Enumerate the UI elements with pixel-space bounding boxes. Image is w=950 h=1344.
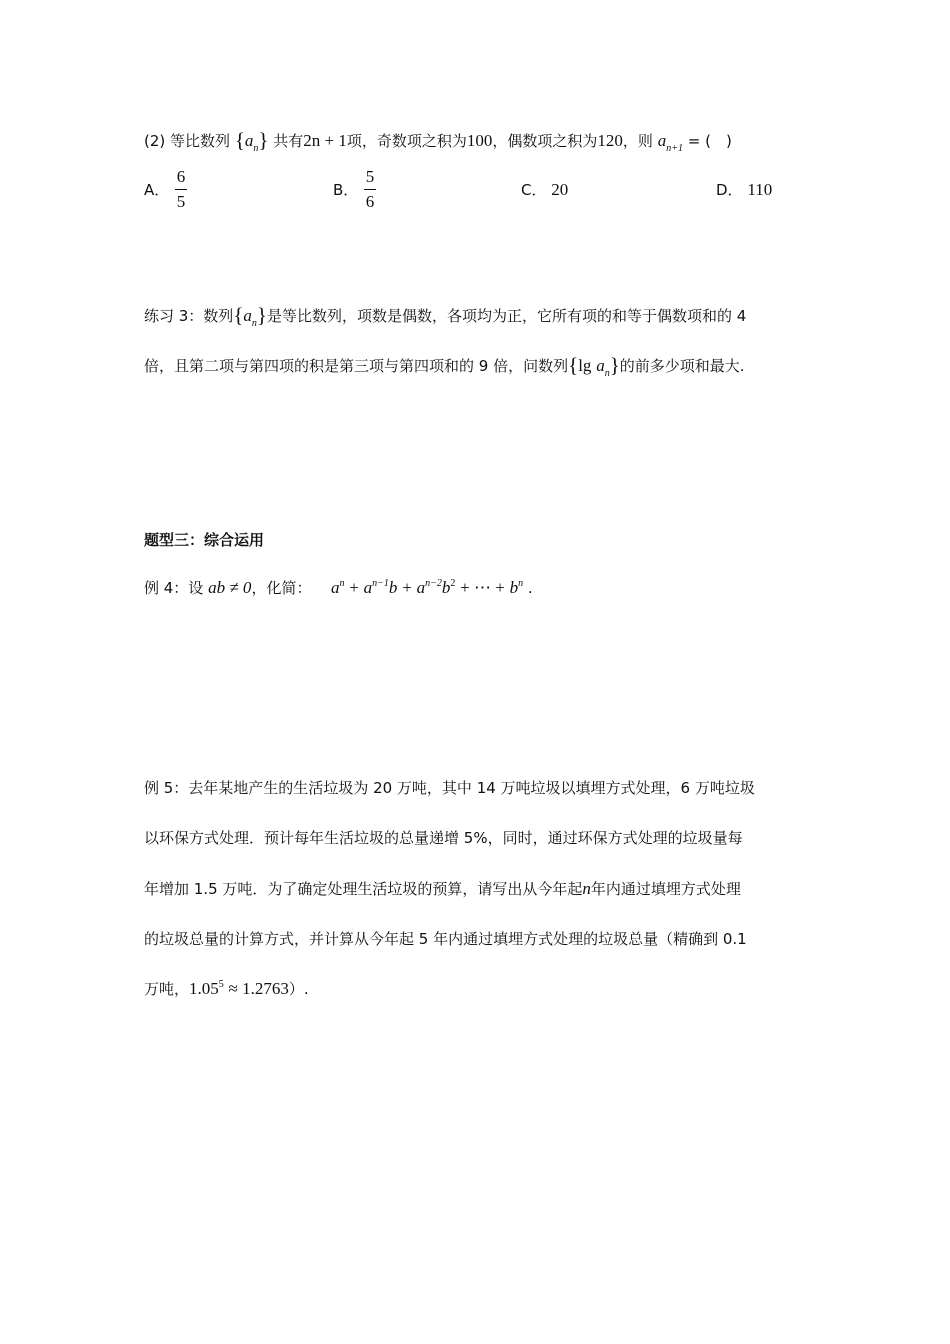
question-2-line: (2) 等比数列 $\{a_n\}$ 共有2n + 1项，奇数项之积为100，偶数项之积为120，则 $a_{n+1}$ = ( ) (144, 128, 732, 154)
option-b-fraction: 5 6 (365, 167, 375, 211)
option-b-label: B． (333, 181, 359, 199)
target-sub: n+1 (666, 143, 683, 154)
target-a: a (657, 131, 667, 150)
example-5-line-4: 的垃圾总量的计算方式，并计算从今年起 5 年内通过填埋方式处理的垃圾总量（精确到 0.1 (144, 930, 747, 948)
answer-blank: ( ) (705, 132, 732, 150)
right-brace: } (258, 128, 269, 152)
log-lg: lg (578, 356, 592, 375)
exercise-3-line-1: 练习 3：数列$\{a_n\}$是等比数列，项数是偶数，各项均为正，它所有项的和等于偶数项和的 4 (144, 303, 747, 329)
example-5-line-2: 以环保方式处理．预计每年生活垃圾的总量递增 5%，同时，通过环保方式处理的垃圾量每 (144, 829, 743, 847)
option-a-fraction: 6 5 (176, 167, 186, 211)
condition-ab: ab ≠ 0 (208, 578, 252, 597)
sequence-sub-n: n (253, 143, 259, 154)
even-product: 120 (597, 131, 623, 150)
example-4-line: 例 4：设 ab ≠ 0，化简： $a^n + a^{n-1}b + a^{n-2}b^2$ + ⋯ + $b^n$ . (144, 578, 533, 597)
example-5-line-1: 例 5：去年某地产生的生活垃圾为 20 万吨，其中 14 万吨垃圾以填埋方式处理，6 万吨垃圾 (144, 779, 755, 797)
example-5-line-5: 万吨，1.05$^5$ ≈ 1.2763）. (144, 979, 309, 998)
option-c: C． 20 (521, 180, 569, 199)
sequence-a: a (244, 131, 254, 150)
example-5-line-3: 年增加 1.5 万吨．为了确定处理生活垃圾的预算，请写出从今年起n年内通过填埋方式处理 (144, 879, 741, 898)
section-heading: 题型三：综合运用 (144, 531, 265, 549)
odd-product: 100 (466, 131, 493, 150)
question-number: (2) 等比数列 (144, 132, 231, 150)
exercise-3-line-2: 倍，且第二项与第四项的积是第三项与第四项和的 9 倍，问数列{lg $a_n$}的前多少项和最大. (144, 353, 745, 379)
left-brace: { (234, 128, 245, 152)
option-a-label: A． (144, 181, 170, 199)
term-count: 2n + 1 (303, 131, 347, 150)
option-d: D． 110 (716, 180, 773, 199)
